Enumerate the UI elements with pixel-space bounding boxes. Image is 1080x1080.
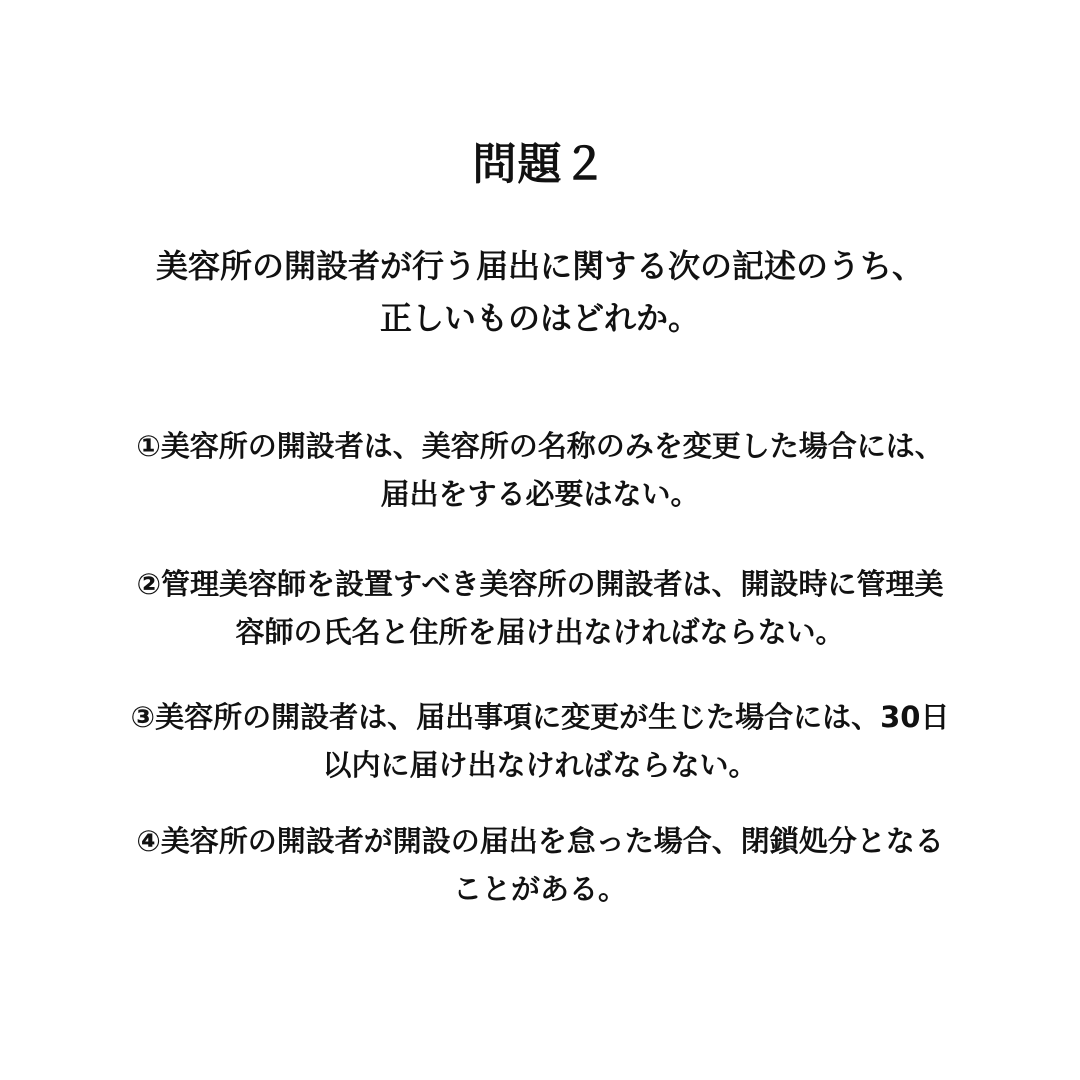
option-line: 容師の氏名と住所を届け出なければならない。	[235, 615, 845, 649]
option-line: ②管理美容師を設置すべき美容所の開設者は、開設時に管理美	[136, 567, 944, 601]
answer-option-1	[60, 422, 1020, 518]
answer-option-3	[60, 693, 1020, 789]
question-text	[60, 240, 1020, 344]
option-line: 届出をする必要はない。	[380, 477, 700, 511]
question-line: 正しいものはどれか。	[379, 299, 700, 337]
answer-option-2	[60, 560, 1020, 656]
question-number-title: 問題２	[472, 139, 608, 190]
option-line: ④美容所の開設者が開設の届出を怠った場合、閉鎖処分となる	[136, 824, 944, 858]
option-line: ①美容所の開設者は、美容所の名称のみを変更した場合には、	[136, 429, 944, 463]
option-line: ことがある。	[452, 872, 627, 906]
answer-option-4	[60, 817, 1020, 913]
question-line: 美容所の開設者が行う届出に関する次の記述のうち、	[155, 247, 924, 285]
option-line: ③美容所の開設者は、届出事項に変更が生じた場合には、30日	[130, 700, 950, 734]
option-line: 以内に届け出なければならない。	[322, 748, 758, 782]
